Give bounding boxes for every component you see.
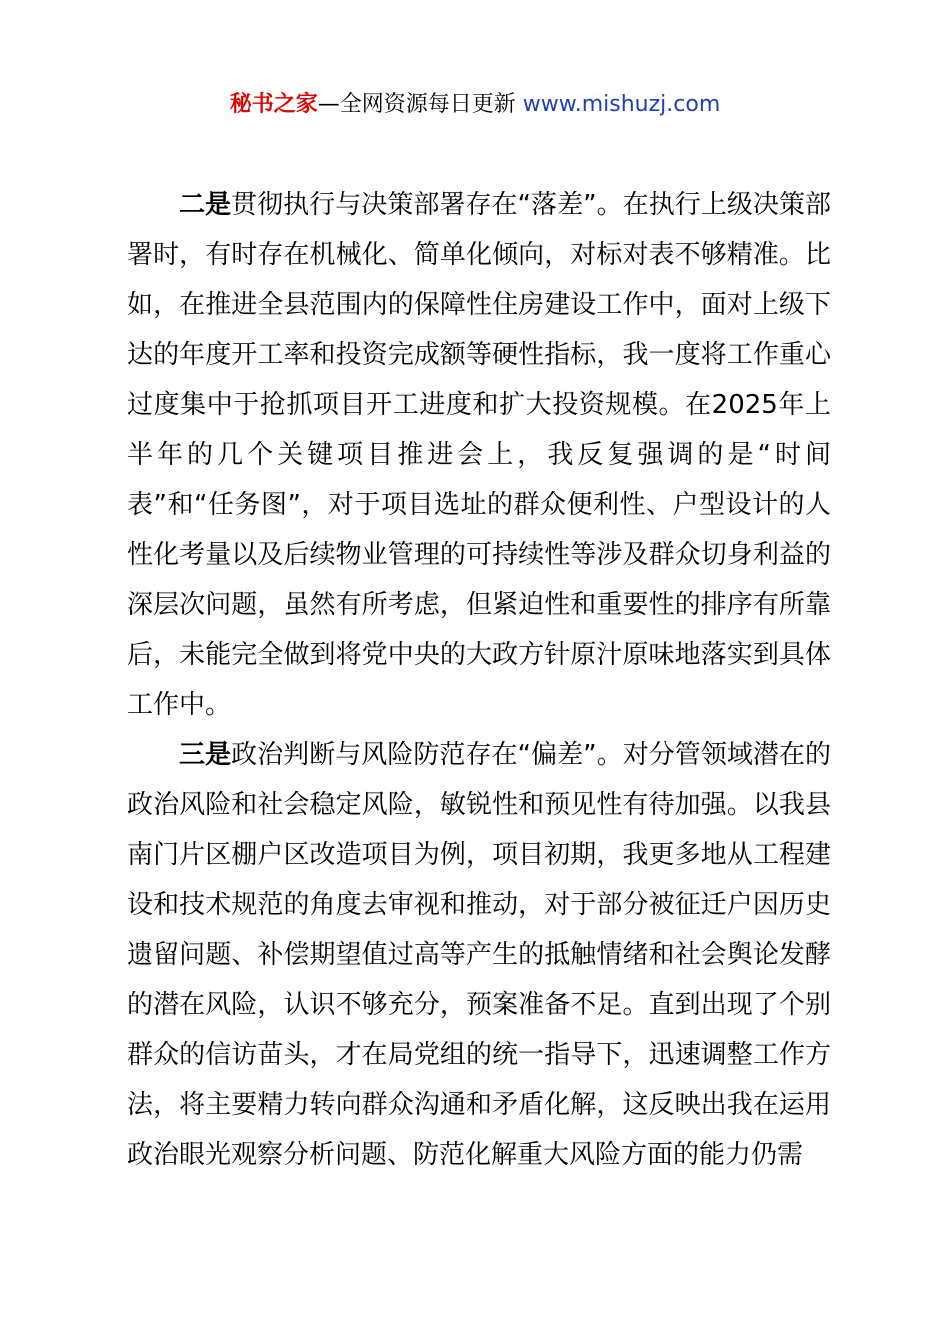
document-header xyxy=(0,88,950,122)
paragraph-lead: 二是 xyxy=(179,190,232,220)
paragraph-lead: 三是 xyxy=(179,740,232,770)
site-url-link[interactable]: www.mishuzj.com xyxy=(522,92,721,117)
paragraph-text: 贯彻执行与决策部署存在“落差”。在执行上级决策部署时，有时存在机械化、简单化倾向，对标对表不够精准。比如，在推进全县范围内的保障性住房建设工作中，面对上级下达的年度开工率和投资完成额等硬性指标，我一度将工作重心过度集中于抢抓项目开工进度和扩大投资规模。在2025年上半年的几个关键项目推进会上，我反复强调的是“时间表”和“任务图”，对于项目选址的群众便利性、户型设计的人性化考量以及后续物业管理的可持续性等涉及群众切身利益的深层次问题，虽然有所考虑，但紧迫性和重要性的排序有所靠后，未能完全做到将党中央的大政方针原汁原味地落实到具体工作中。 xyxy=(127,190,831,720)
document-body xyxy=(127,180,831,1180)
paragraph-text: 政治判断与风险防范存在“偏差”。对分管领域潜在的政治风险和社会稳定风险，敏锐性和预见性有待加强。以我县南门片区棚户区改造项目为例，项目初期，我更多地从工程建设和技术规范的角度去审视和推动，对于部分被征迁户因历史遗留问题、补偿期望值过高等产生的抵触情绪和社会舆论发酵的潜在风险，认识不够充分，预案准备不足。直到出现了个别群众的信访苗头，才在局党组的统一指导下，迅速调整工作方法，将主要精力转向群众沟通和矛盾化解，这反映出我在运用政治眼光观察分析问题、防范化解重大风险方面的能力仍需 xyxy=(127,740,831,1170)
paragraph-3 xyxy=(127,730,831,1180)
header-tagline: —全网资源每日更新 xyxy=(317,92,523,117)
brand-name: 秘书之家 xyxy=(229,92,318,117)
paragraph-2 xyxy=(127,180,831,730)
